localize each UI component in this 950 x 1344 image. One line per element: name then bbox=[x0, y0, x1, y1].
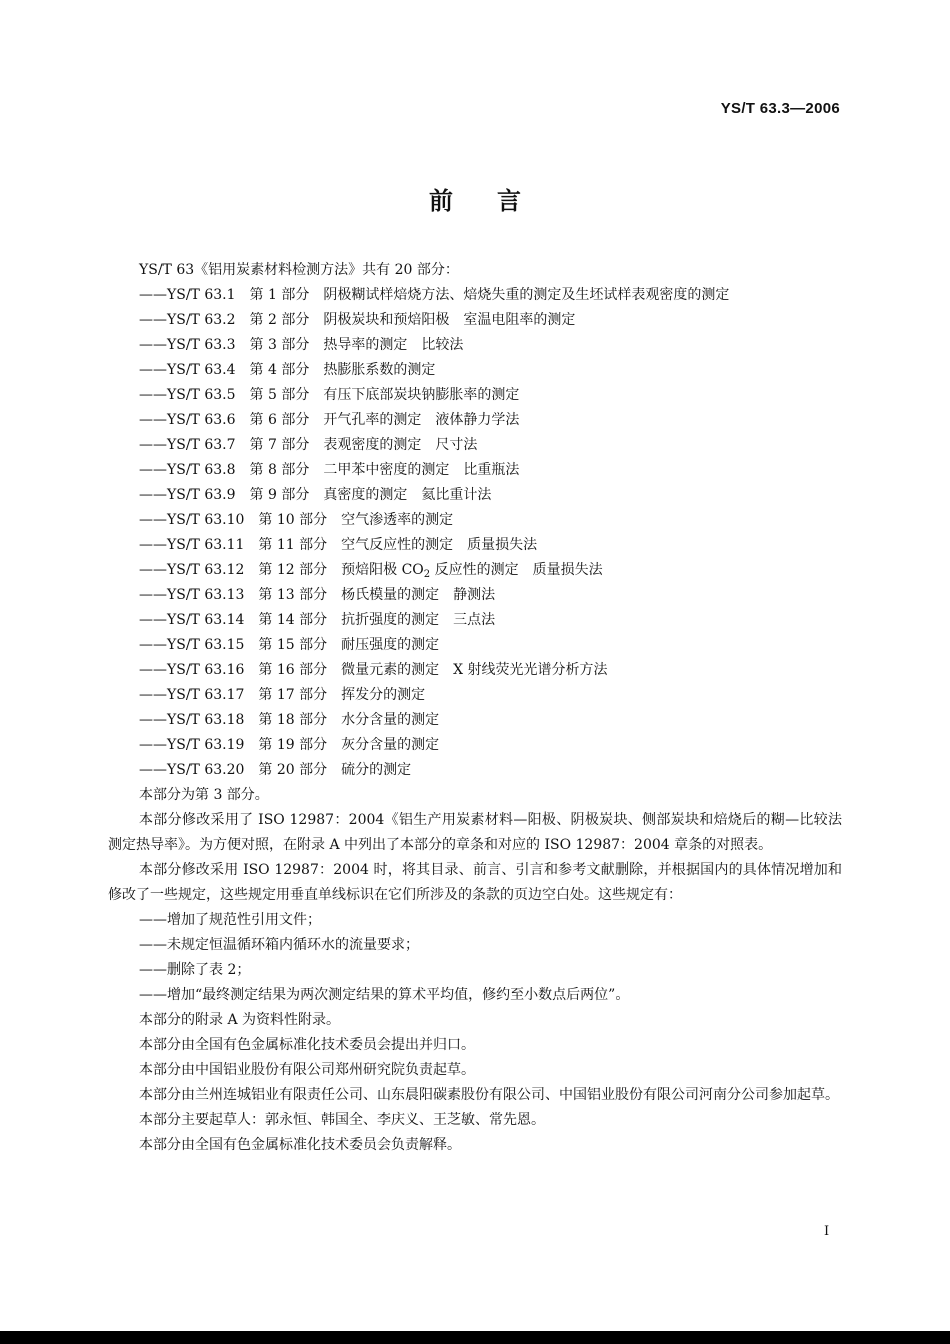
part-list-item bbox=[108, 333, 842, 358]
change-item: ——未规定恒温循环箱内循环水的流量要求； bbox=[139, 937, 419, 953]
part-number: 第 6 部分 bbox=[249, 412, 310, 428]
part-code: ——YS/T 63.4 bbox=[139, 362, 236, 378]
part-code: ——YS/T 63.5 bbox=[139, 387, 236, 403]
interpretation-line: 本部分由全国有色金属标准化技术委员会负责解释。 bbox=[139, 1137, 461, 1153]
part-list-item bbox=[108, 733, 842, 758]
part-code: ——YS/T 63.12 bbox=[139, 562, 245, 578]
part-method: 尺寸法 bbox=[435, 437, 478, 453]
part-list-item bbox=[108, 558, 842, 583]
part-number: 第 15 部分 bbox=[258, 637, 328, 653]
drafters-line: 本部分主要起草人：郭永恒、韩国全、李庆义、王芝敏、常先恩。 bbox=[139, 1112, 545, 1128]
part-method: 比重瓶法 bbox=[463, 462, 520, 478]
part-method: 氦比重计法 bbox=[421, 487, 492, 503]
scan-bottom-edge bbox=[0, 1331, 950, 1344]
part-name: 水分含量的测定 bbox=[341, 712, 440, 728]
part-number: 第 1 部分 bbox=[249, 287, 310, 303]
part-list-item bbox=[108, 633, 842, 658]
part-code: ——YS/T 63.8 bbox=[139, 462, 236, 478]
proposed-line: 本部分由全国有色金属标准化技术委员会提出并归口。 bbox=[139, 1037, 475, 1053]
part-code: ——YS/T 63.19 bbox=[139, 737, 245, 753]
part-list-item bbox=[108, 433, 842, 458]
drafted-line: 本部分由中国铝业股份有限公司郑州研究院负责起草。 bbox=[139, 1062, 475, 1078]
part-code: ——YS/T 63.9 bbox=[139, 487, 236, 503]
this-part-line: 本部分为第 3 部分。 bbox=[139, 787, 269, 803]
part-list-item bbox=[108, 708, 842, 733]
part-method: 质量损失法 bbox=[467, 537, 538, 553]
part-list-item bbox=[108, 308, 842, 333]
part-name-continued: 反应性的测定 bbox=[430, 562, 519, 578]
part-method: 质量损失法 bbox=[532, 562, 603, 578]
foreword-body bbox=[108, 258, 842, 1158]
part-name: 表观密度的测定 bbox=[323, 437, 422, 453]
part-list-item bbox=[108, 283, 842, 308]
part-name: 杨氏模量的测定 bbox=[341, 587, 440, 603]
part-name: 真密度的测定 bbox=[323, 487, 408, 503]
part-list-item bbox=[108, 658, 842, 683]
change-item: ——增加了规范性引用文件； bbox=[139, 912, 321, 928]
part-name: 抗折强度的测定 bbox=[341, 612, 440, 628]
part-number: 第 10 部分 bbox=[258, 512, 328, 528]
part-code: ——YS/T 63.17 bbox=[139, 687, 245, 703]
part-name: 预焙阳极 CO bbox=[341, 562, 424, 578]
part-number: 第 18 部分 bbox=[258, 712, 328, 728]
part-code: ——YS/T 63.15 bbox=[139, 637, 245, 653]
part-method: 静测法 bbox=[453, 587, 496, 603]
part-method: X 射线荧光光谱分析方法 bbox=[453, 662, 608, 678]
part-number: 第 16 部分 bbox=[258, 662, 328, 678]
change-item: ——增加“最终测定结果为两次测定结果的算术平均值，修约至小数点后两位”。 bbox=[139, 987, 630, 1003]
part-number: 第 8 部分 bbox=[249, 462, 310, 478]
part-code: ——YS/T 63.1 bbox=[139, 287, 236, 303]
part-code: ——YS/T 63.20 bbox=[139, 762, 245, 778]
standard-number: YS/T 63.3—2006 bbox=[720, 100, 840, 117]
participants-paragraph: 本部分由兰州连城铝业有限责任公司、山东晨阳碳素股份有限公司、中国铝业股份有限公司河南分公司参加起草。 bbox=[139, 1087, 839, 1103]
part-list-item bbox=[108, 458, 842, 483]
part-method: 比较法 bbox=[421, 337, 464, 353]
page-title: 前言 bbox=[429, 187, 565, 215]
part-code: ——YS/T 63.14 bbox=[139, 612, 245, 628]
part-code: ——YS/T 63.10 bbox=[139, 512, 245, 528]
adoption-paragraph: 本部分修改采用了 ISO 12987：2004《铝生产用炭素材料—阳极、阴极炭块、侧部炭块和焙烧后的糊—比较法测定热导率》。为方便对照，在附录 A 中列出了本部分的章条和对应的 ISO 12987：2004 章条的对照表。 bbox=[108, 812, 842, 853]
part-list-item bbox=[108, 583, 842, 608]
intro-line: YS/T 63《铝用炭素材料检测方法》共有 20 部分： bbox=[139, 262, 459, 278]
part-method: 液体静力学法 bbox=[435, 412, 520, 428]
part-name: 硫分的测定 bbox=[341, 762, 412, 778]
part-name: 空气反应性的测定 bbox=[341, 537, 454, 553]
part-name: 二甲苯中密度的测定 bbox=[323, 462, 450, 478]
part-number: 第 2 部分 bbox=[249, 312, 310, 328]
part-name: 挥发分的测定 bbox=[341, 687, 426, 703]
part-number: 第 14 部分 bbox=[258, 612, 328, 628]
part-list-item bbox=[108, 683, 842, 708]
part-name: 热膨胀系数的测定 bbox=[323, 362, 436, 378]
part-number: 第 12 部分 bbox=[258, 562, 328, 578]
part-number: 第 19 部分 bbox=[258, 737, 328, 753]
part-number: 第 3 部分 bbox=[249, 337, 310, 353]
part-name: 阴极糊试样焙烧方法、焙烧失重的测定及生坯试样表观密度的测定 bbox=[323, 287, 730, 303]
part-name: 开气孔率的测定 bbox=[323, 412, 422, 428]
part-code: ——YS/T 63.16 bbox=[139, 662, 245, 678]
change-item: ——删除了表 2； bbox=[139, 962, 251, 978]
part-number: 第 20 部分 bbox=[258, 762, 328, 778]
part-list-item bbox=[108, 483, 842, 508]
part-list-item bbox=[108, 508, 842, 533]
part-list-item bbox=[108, 358, 842, 383]
part-code: ——YS/T 63.18 bbox=[139, 712, 245, 728]
part-number: 第 7 部分 bbox=[249, 437, 310, 453]
part-code: ——YS/T 63.11 bbox=[139, 537, 245, 553]
part-list-item bbox=[108, 758, 842, 783]
part-list-item bbox=[108, 383, 842, 408]
part-number: 第 13 部分 bbox=[258, 587, 328, 603]
part-code: ——YS/T 63.7 bbox=[139, 437, 236, 453]
part-number: 第 17 部分 bbox=[258, 687, 328, 703]
part-method: 三点法 bbox=[453, 612, 496, 628]
part-list-item bbox=[108, 533, 842, 558]
changes-paragraph: 本部分修改采用 ISO 12987：2004 时，将其目录、前言、引言和参考文献删除，并根据国内的具体情况增加和修改了一些规定，这些规定用垂直单线标识在它们所涉及的条款的页边空白处。这些规定有： bbox=[108, 862, 842, 903]
part-name: 灰分含量的测定 bbox=[341, 737, 440, 753]
part-list-item bbox=[108, 608, 842, 633]
part-name: 有压下底部炭块钠膨胀率的测定 bbox=[323, 387, 520, 403]
part-name: 微量元素的测定 bbox=[341, 662, 440, 678]
part-number: 第 11 部分 bbox=[258, 537, 328, 553]
part-number: 第 5 部分 bbox=[249, 387, 310, 403]
page-number: I bbox=[824, 1224, 830, 1239]
part-method: 室温电阻率的测定 bbox=[463, 312, 576, 328]
part-code: ——YS/T 63.3 bbox=[139, 337, 236, 353]
part-name: 空气渗透率的测定 bbox=[341, 512, 454, 528]
part-code: ——YS/T 63.6 bbox=[139, 412, 236, 428]
part-number: 第 9 部分 bbox=[249, 487, 310, 503]
part-list-item bbox=[108, 408, 842, 433]
part-number: 第 4 部分 bbox=[249, 362, 310, 378]
part-name-subscript: 2 bbox=[423, 569, 431, 580]
part-name: 阴极炭块和预焙阳极 bbox=[323, 312, 450, 328]
part-name: 热导率的测定 bbox=[323, 337, 408, 353]
part-code: ——YS/T 63.13 bbox=[139, 587, 245, 603]
annex-line: 本部分的附录 A 为资料性附录。 bbox=[139, 1012, 341, 1028]
part-code: ——YS/T 63.2 bbox=[139, 312, 236, 328]
part-name: 耐压强度的测定 bbox=[341, 637, 440, 653]
parts-list bbox=[108, 283, 842, 783]
